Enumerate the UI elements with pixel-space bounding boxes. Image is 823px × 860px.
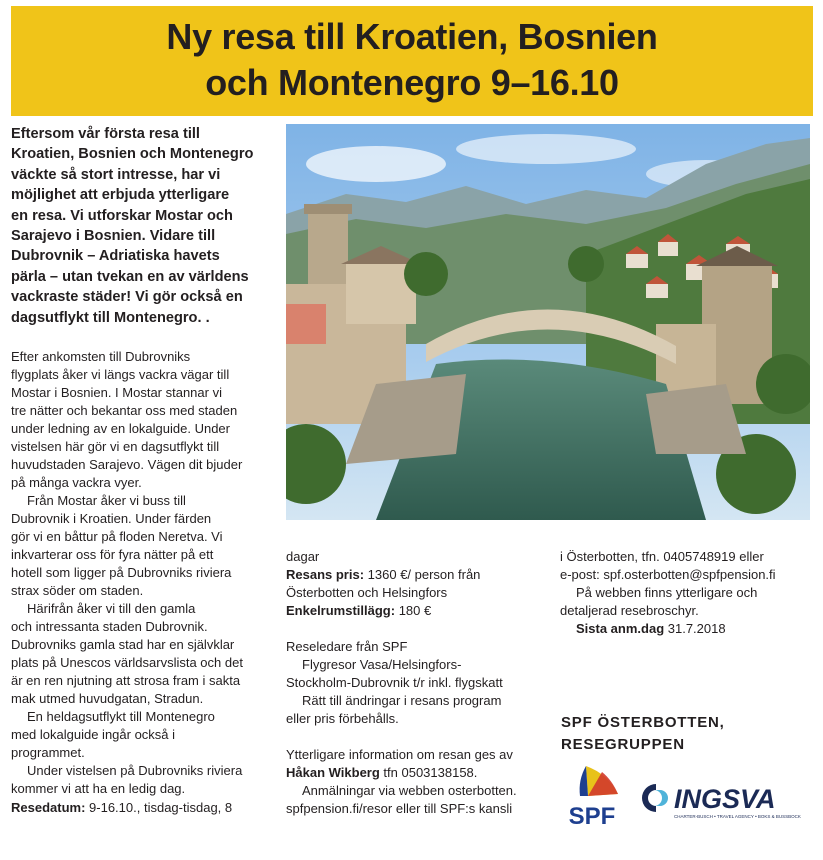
intro-line: Kroatien, Bosnien och Montenegro	[11, 146, 254, 163]
signup: Anmälningar via webben osterbotten. spfpension.fi/resor eller till SPF:s kansli	[286, 783, 517, 816]
organizer-line-2: RESEGRUPPEN	[561, 736, 685, 753]
organizer	[561, 712, 801, 756]
office-phone: i Österbotten, tfn. 0405748919 eller	[560, 549, 764, 564]
paragraph-old-town: Härifrån åker vi till den gamla och intressanta staden Dubrovnik. Dubrovniks gamla stad har en självklar plats på Unescos världsarvslista och det är en ren njutning att strosa fram i sakta mak utmed huvudgatan, Stradun.	[11, 601, 243, 706]
headline-line-1: Ny resa till Kroatien, Bosnien	[166, 16, 658, 57]
intro-line: väckte så stort intresse, har vi	[11, 166, 221, 183]
body-column-1	[11, 348, 279, 817]
price-continued: Österbotten och Helsingfors	[286, 585, 448, 600]
contact: Håkan Wikberg tfn 0503138158.	[286, 765, 478, 780]
paragraph-montenegro: En heldagsutflykt till Montenegro med lokalguide ingår också i programmet.	[11, 709, 215, 760]
flights: Flygresor Vasa/Helsingfors- Stockholm-Dubrovnik t/r inkl. flygskatt	[286, 657, 503, 690]
body-column-3	[560, 548, 818, 638]
travel-dates-label: Resedatum:	[11, 800, 86, 815]
single-room-supplement: Enkelrumstillägg: 180 €	[286, 603, 432, 618]
intro-line: dagsutflykt till Montenegro. .	[11, 309, 210, 326]
intro-paragraph	[11, 124, 273, 328]
intro-line: pärla – utan tvekan en av världens	[11, 268, 249, 285]
svg-text:INGSVA: INGSVA	[674, 784, 776, 814]
headline	[11, 6, 813, 106]
body-column-2	[286, 548, 548, 818]
intro-line: vackraste städer! Vi gör också en	[11, 289, 243, 306]
paragraph-arrival: Efter ankomsten till Dubrovniks flygplats åker vi längs vackra vägar till Mostar i Bosnien. I Mostar stannar vi tre nätter och bekantar oss med staden under ledning av en lokalguide. Under vistelsen här gör vi en dagsutflykt till huvudstaden Sarajevo. Vägen dit bjuder på många vackra vyer.	[11, 349, 243, 490]
intro-line: möjlighet att erbjuda ytterligare	[11, 187, 230, 204]
headline-banner	[11, 6, 813, 116]
travel-dates-continued: dagar	[286, 549, 320, 564]
intro-line: en resa. Vi utforskar Mostar och	[11, 207, 233, 224]
headline-line-2: och Montenegro 9–16.10	[205, 62, 619, 103]
tour-leader: Reseledare från SPF	[286, 639, 408, 654]
intro-line: Sarajevo i Bosnien. Vidare till	[11, 228, 216, 245]
email-address: e-post: spf.osterbotten@spfpension.fi	[560, 567, 776, 582]
paragraph-free-day: Under vistelsen på Dubrovniks riviera kommer vi att ha en ledig dag.	[11, 763, 243, 796]
web-brochure: På webben finns ytterligare och detaljerad resebroschyr.	[560, 585, 758, 618]
price: Resans pris: 1360 €/ person från	[286, 567, 481, 582]
organizer-line-1: SPF ÖSTERBOTTEN,	[561, 714, 725, 731]
paragraph-mostar-to-dubrovnik: Från Mostar åker vi buss till Dubrovnik i Kroatien. Under färden gör vi en båttur på floden Neretva. Vi inkvarterar oss för fyra nätter på ett hotell som ligger på Dubrovniks riviera strax söder om staden.	[11, 493, 232, 598]
ingsva-logo	[640, 778, 812, 822]
signup-deadline: Sista anm.dag 31.7.2018	[576, 621, 726, 636]
travel-dates: Resedatum: 9-16.10., tisdag-tisdag, 8	[11, 800, 233, 815]
svg-text:CHARTER-BUSCH • TRAVEL AGENCY: CHARTER-BUSCH • TRAVEL AGENCY • BOKS & BUSSBOCK	[674, 814, 801, 819]
spf-logo	[558, 762, 628, 828]
info-line: Ytterligare information om resan ges av	[286, 747, 513, 762]
mostar-bridge-photo	[286, 124, 810, 520]
intro-line: Eftersom vår första resa till	[11, 126, 200, 142]
intro-line: Dubrovnik – Adriatiska havets	[11, 248, 220, 265]
svg-text:SPF: SPF	[568, 803, 616, 828]
changes-reserved: Rätt till ändringar i resans program eller pris förbehålls.	[286, 693, 502, 726]
